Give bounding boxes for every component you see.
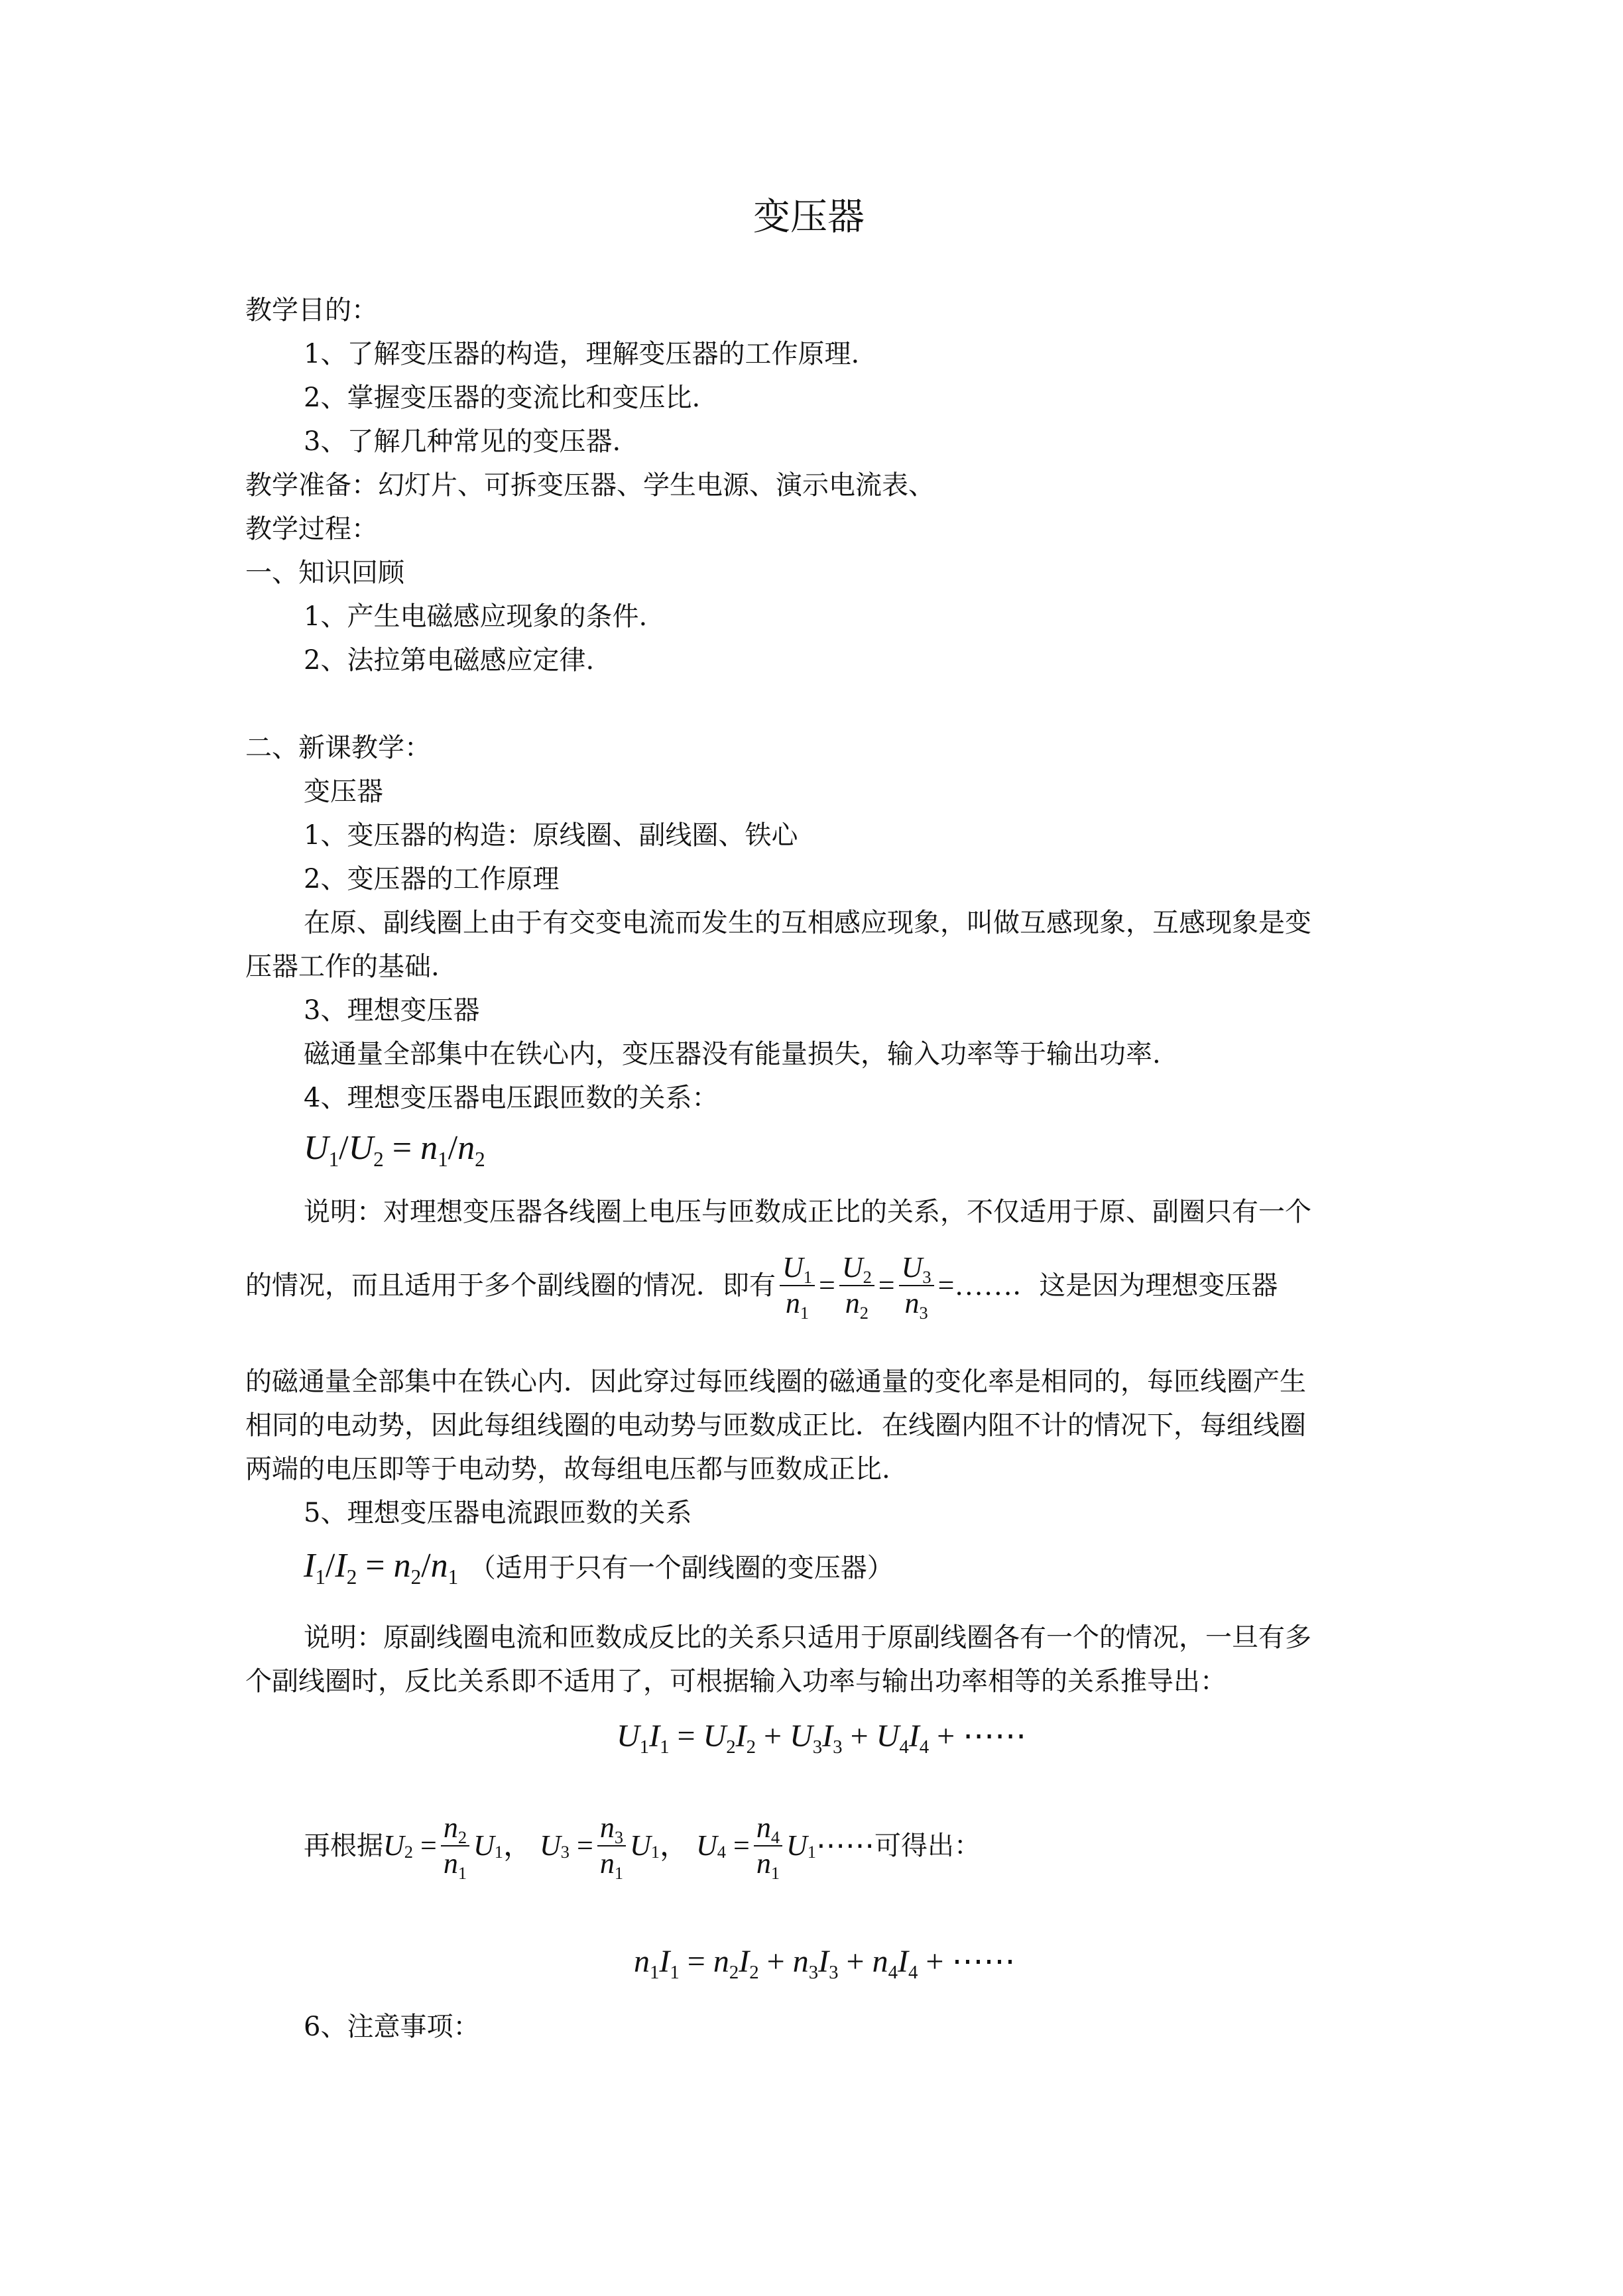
objectives-heading: 教学目的： xyxy=(245,295,378,326)
section-2: 2、变压器的工作原理 xyxy=(304,864,560,894)
substitution-tail: 可得出： xyxy=(874,1831,981,1861)
section-4-note-line-2-start: 的情况，而且适用于多个副线圈的情况．即有 xyxy=(245,1270,776,1301)
section-2-paragraph-2: 压器工作的基础. xyxy=(245,951,440,982)
objective-item-2: 2、掌握变压器的变流比和变压比. xyxy=(304,383,701,413)
formula-power-balance: $U_1I_1 = U_2I_2 + U_3I_3 + U_4I_4$ + ⋯⋯ xyxy=(617,1719,1027,1758)
review-item-2: 2、法拉第电磁感应定律. xyxy=(304,645,595,676)
section-4-note-line-1: 说明：对理想变压器各线圈上电压与匝数成正比的关系，不仅适用于原、副圈只有一个 xyxy=(304,1197,1311,1227)
section-5: 5、理想变压器电流跟匝数的关系 xyxy=(304,1498,692,1528)
topic: 变压器 xyxy=(304,776,383,807)
review-heading: 一、知识回顾 xyxy=(245,558,404,588)
section-1: 1、变压器的构造：原线圈、副线圈、铁心 xyxy=(304,820,798,851)
formula-current-ratio-line xyxy=(304,1547,894,1589)
section-3: 3、理想变压器 xyxy=(304,995,480,1026)
new-lesson-heading: 二、新课教学： xyxy=(245,733,431,763)
objective-item-1: 1、了解变压器的构造，理解变压器的工作原理. xyxy=(304,339,860,369)
substitution-lead: 再根据 xyxy=(304,1831,383,1861)
formula-substitution-line xyxy=(304,1811,981,1884)
process-heading: 教学过程： xyxy=(245,514,378,544)
section-5-note-line-2: 个副线圈时，反比关系即不适用了，可根据输入功率与输出功率相等的关系推导出： xyxy=(245,1666,1227,1697)
formula-substitution: U 2 = $\frac{n_2}{n_1}$ U 1 ， U 3 = $\frac{n_3}{n_1}$ U 1 ， U 4 = $\frac{n_4}{n_1}$ U 1 ⋯⋯ xyxy=(383,1811,874,1884)
section-4-note-line-3: 的磁通量全部集中在铁心内．因此穿过每匝线圈的磁通量的变化率是相同的，每匝线圈产生 xyxy=(245,1366,1306,1397)
preparation: 教学准备：幻灯片、可拆变压器、学生电源、演示电流表、 xyxy=(245,470,935,501)
formula-voltage-chain: $\frac{U_1}{n_1}$ = $\frac{U_2}{n_2}$ = $\frac{U_3}{n_3}$ =…… xyxy=(776,1253,1012,1318)
section-4: 4、理想变压器电压跟匝数的关系： xyxy=(304,1083,719,1113)
objective-item-3: 3、了解几种常见的变压器. xyxy=(304,426,621,457)
section-4-note-line-4: 相同的电动势，因此每组线圈的电动势与匝数成正比．在线圈内阻不计的情况下，每组线圈 xyxy=(245,1410,1306,1441)
section-4-note-line-2-end: ．这是因为理想变压器 xyxy=(1012,1270,1278,1301)
page-title: 变压器 xyxy=(753,196,865,239)
section-3-paragraph: 磁通量全部集中在铁心内，变压器没有能量损失，输入功率等于输出功率. xyxy=(304,1039,1161,1069)
section-2-paragraph-1: 在原、副线圈上由于有交变电流而发生的互相感应现象，叫做互感现象，互感现象是变 xyxy=(304,908,1311,938)
section-5-note-line-1: 说明：原副线圈电流和匝数成反比的关系只适用于原副线圈各有一个的情况，一旦有多 xyxy=(304,1622,1311,1653)
section-4-note-line-2 xyxy=(245,1251,1278,1323)
formula-current-turns: $n_1I_1 = n_2I_2 + n_3I_3 + n_4I_4$ + ⋯⋯ xyxy=(634,1944,1016,1984)
formula-current-ratio-note: （适用于只有一个副线圈的变压器） xyxy=(469,1553,894,1583)
section-6: 6、注意事项： xyxy=(304,2012,480,2042)
formula-voltage-ratio: $U_1/U_2 = n_1/n_2$ xyxy=(304,1129,485,1171)
formula-current-ratio: $I_1/I_2 = n_2/n_1$ xyxy=(304,1547,459,1589)
section-4-note-line-5: 两端的电压即等于电动势，故每组电压都与匝数成正比. xyxy=(245,1454,890,1484)
review-item-1: 1、产生电磁感应现象的条件. xyxy=(304,601,648,632)
